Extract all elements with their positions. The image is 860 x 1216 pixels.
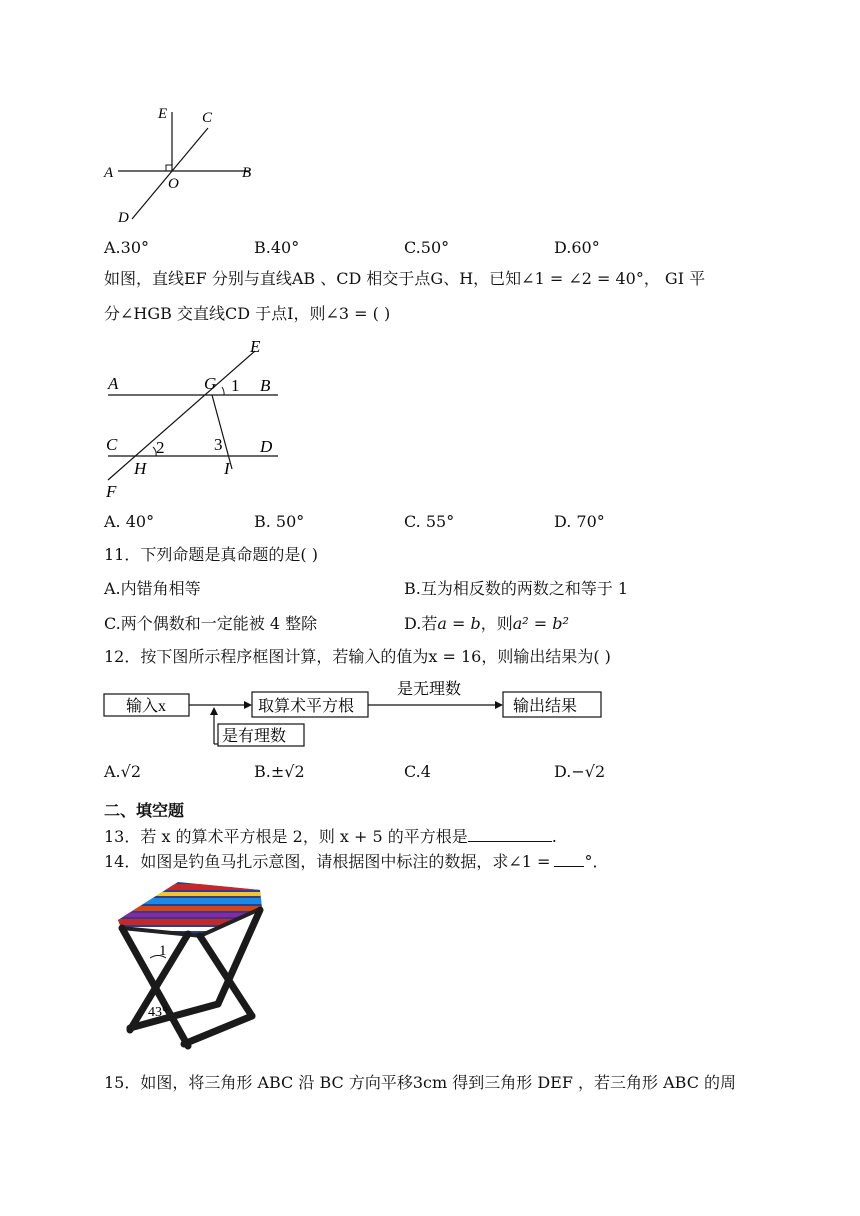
flow-input-box: 输入x [126, 698, 167, 715]
q12-stem: 12．按下图所示程序框图计算，若输入的值为x = 16，则输出结果为( ) [104, 647, 611, 666]
q10-stem-line1: 如图，直线EF 分别与直线AB 、CD 相交于点G、H，已知∠1 = ∠2 = 40°， GI 平 [104, 269, 706, 288]
fig14-label-1: 1 [159, 943, 167, 959]
flow-output-box: 输出结果 [513, 698, 578, 715]
q10-option-d: D. 70° [554, 512, 605, 531]
q9-option-b: B.40° [254, 238, 300, 257]
q11-option-c: C.两个偶数和一定能被 4 整除 [104, 614, 318, 633]
q9-option-a: A.30° [104, 238, 149, 257]
fig9-label-b: B [242, 165, 252, 181]
q12-option-a: A.√2 [104, 762, 142, 781]
q13-text: 13．若 x 的算术平方根是 2，则 x + 5 的平方根是 [104, 827, 468, 846]
q9-option-c: C.50° [404, 238, 450, 257]
q11-option-a: A.内错角相等 [104, 579, 201, 598]
q13-stem [104, 826, 557, 847]
section-title-fill-blank: 二、填空题 [104, 801, 185, 820]
q13-end: . [551, 827, 557, 846]
q9-angle-figure [100, 100, 270, 230]
fig10-label-g: G [204, 374, 217, 393]
q12-option-b: B.±√2 [254, 762, 305, 781]
q11-option-b: B.互为相反数的两数之和等于 1 [404, 579, 629, 598]
q14-stem [104, 851, 608, 872]
fig10-label-2: 2 [156, 438, 165, 457]
fig10-label-a: A [108, 374, 119, 393]
q14-folding-stool-figure [100, 878, 272, 1058]
fig9-label-e: E [158, 106, 168, 122]
q12-flowchart [100, 674, 610, 750]
fig10-label-i: I [224, 459, 230, 478]
q11-option-d-prefix: D.若 [404, 614, 438, 633]
flow-process-box: 取算术平方根 [258, 698, 355, 715]
fig10-label-b: B [260, 376, 271, 395]
fig10-label-3: 3 [214, 435, 223, 454]
q9-option-d: D.60° [554, 238, 600, 257]
q13-answer-blank[interactable] [468, 826, 552, 842]
q11-option-d-mid: ，则 [480, 614, 513, 633]
fig9-label-o: O [168, 176, 179, 192]
fig10-label-h: H [134, 459, 147, 478]
q12-option-c: C.4 [404, 762, 431, 781]
q14-end: °． [584, 852, 609, 871]
fig10-label-1: 1 [231, 376, 240, 395]
fig14-label-43deg: 43° [148, 1005, 168, 1020]
fig10-label-d: D [260, 437, 273, 456]
q11-option-d-expr2: a² = b² [512, 614, 569, 633]
q14-answer-blank[interactable] [554, 851, 584, 867]
fig10-label-c: C [106, 435, 118, 454]
fig9-label-a: A [104, 165, 114, 181]
q10-option-a: A. 40° [104, 512, 155, 531]
q11-option-d [404, 614, 569, 634]
q10-stem-line2: 分∠HGB 交直线CD 于点I，则∠3 = ( ) [104, 304, 391, 323]
q15-stem: 15．如图，将三角形 ABC 沿 BC 方向平移3cm 得到三角形 DEF ，若三角形 ABC 的周 [104, 1073, 737, 1092]
q12-option-d: D.−√2 [554, 762, 606, 781]
fig10-label-e: E [250, 337, 261, 356]
flow-yes-label: 是无理数 [397, 681, 462, 698]
fig9-label-c: C [202, 110, 213, 126]
fig10-label-f: F [106, 482, 117, 501]
q11-stem: 11．下列命题是真命题的是( ) [104, 545, 318, 564]
flow-loop-label: 是有理数 [222, 728, 287, 745]
q10-option-b: B. 50° [254, 512, 305, 531]
q11-option-d-expr1: a = b [437, 614, 481, 633]
q10-option-c: C. 55° [404, 512, 455, 531]
fig9-label-d: D [118, 210, 129, 226]
q10-parallel-lines-figure [100, 334, 300, 504]
q14-text: 14．如图是钓鱼马扎示意图，请根据图中标注的数据，求∠1 = [104, 852, 551, 871]
